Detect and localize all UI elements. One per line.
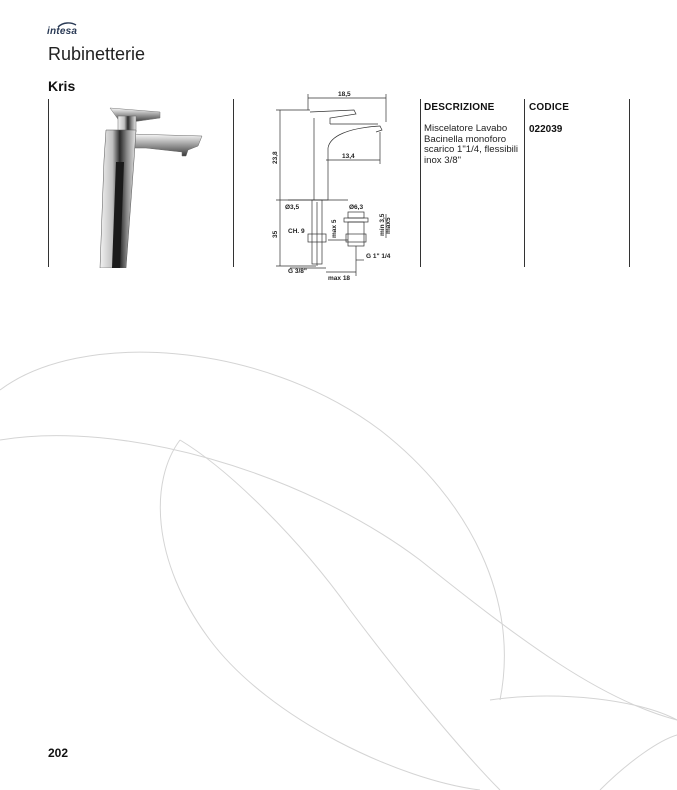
dim-waste-label: Ø6,3 [349,204,364,211]
dim-width-label: 18,5 [338,91,351,98]
dim-max5-label: max 5 [331,219,338,238]
product-name: Kris [48,78,76,94]
dim-hex-label: CH. 9 [288,228,305,235]
page-number: 202 [48,746,69,760]
column-divider [524,99,525,267]
column-divider [420,99,421,267]
column-divider [233,99,234,267]
dim-hole-label: Ø3,5 [285,204,300,211]
dim-g114-label: G 1" 1/4 [366,253,391,260]
dim-height-label: 23,8 [272,151,279,164]
dim-min35-label: min 3,5 [379,213,386,236]
faucet-product-image [90,100,210,268]
code-header: CODICE [529,102,570,113]
dim-spout-label: 13,4 [342,153,355,160]
description-header: DESCRIZIONE [424,102,495,113]
dim-max18-label: max 18 [328,275,351,282]
product-code: 022039 [529,124,563,135]
column-divider [629,99,630,267]
dim-g38-label: G 3/8" [288,268,307,275]
product-description: Miscelatore Lavabo Bacinella monoforo scarico 1"1/4, flessibili inox 3/8" [424,123,519,166]
logo-text: intesa [47,26,78,37]
column-divider [48,99,49,267]
dim-lower-label: 35 [272,230,279,238]
brand-logo [47,22,87,38]
technical-drawing [268,88,418,284]
dim-max5b-label: max5 [385,217,392,234]
section-title: Rubinetterie [48,44,146,64]
